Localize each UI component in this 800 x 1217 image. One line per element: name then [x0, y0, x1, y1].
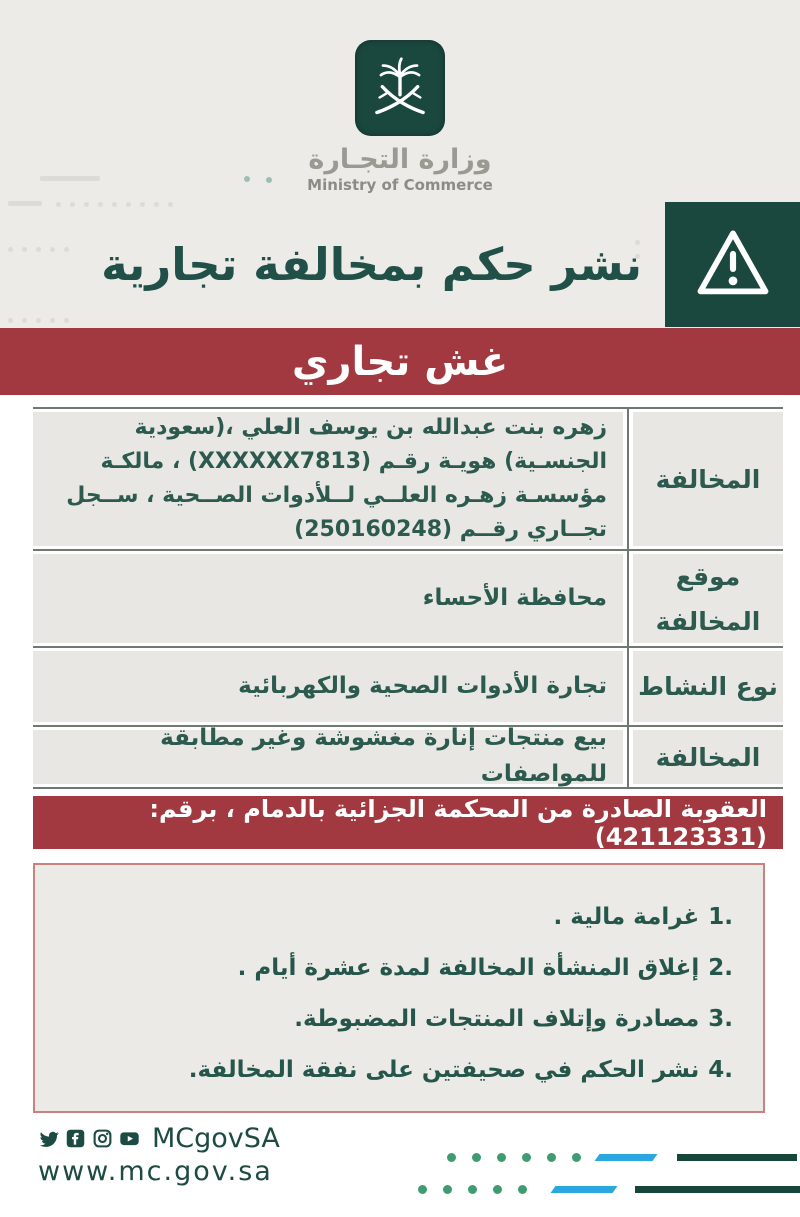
- table-row-violation: [33, 727, 783, 789]
- dots-decoration: [447, 1153, 797, 1162]
- table-row-activity: [33, 648, 783, 727]
- penalty-item: [65, 1056, 733, 1086]
- column-divider: [627, 725, 629, 789]
- fraud-type-banner: غش تجاري: [0, 328, 800, 395]
- penalty-text: مصادرة وإتلاف المنتجات المضبوطة.: [294, 1005, 700, 1032]
- social-handle: MCgovSA: [152, 1123, 280, 1154]
- headline-row: [0, 202, 800, 328]
- penalty-item: [65, 954, 733, 984]
- social-line: [0, 1123, 800, 1154]
- row-label: المخالفة: [633, 730, 783, 784]
- youtube-icon[interactable]: [119, 1128, 140, 1149]
- ministry-name-arabic: وزارة التجـارة: [308, 144, 492, 175]
- row-value: محافظة الأحساء: [33, 554, 623, 643]
- page-title: نشر حكم بمخالفة تجارية: [101, 238, 642, 292]
- penalty-item: [65, 1005, 733, 1035]
- row-label: المخالفة: [633, 412, 783, 546]
- row-label: نوع النشاط: [633, 651, 783, 722]
- twitter-icon[interactable]: [38, 1128, 59, 1149]
- facebook-icon[interactable]: [65, 1128, 86, 1149]
- penalty-number: 3.: [708, 1005, 733, 1032]
- penalty-number: 2.: [708, 954, 733, 981]
- penalty-item: [65, 903, 733, 933]
- penalty-text: إغلاق المنشأة المخالفة لمدة عشرة أيام .: [237, 954, 700, 981]
- row-value: زهره بنت عبدالله بن يوسف العلي ،(سعودية الجنسـية) هويـة رقـم (XXXXXX7813) ، مالكـة مؤسسـة زهـره العلــي لــلأدوات الصــحية ، ســجل تجــاري رقــم (250160248): [33, 412, 623, 546]
- penalties-box: [33, 863, 765, 1113]
- table-row-violator: [33, 409, 783, 551]
- penalty-number: 1.: [708, 904, 733, 930]
- penalty-banner: العقوبة الصادرة من المحكمة الجزائية بالدمام ، برقم: (421123331): [33, 796, 783, 849]
- ministry-logo: [0, 40, 800, 194]
- top-section: [0, 0, 800, 328]
- warning-triangle-icon: [665, 202, 800, 327]
- dots-decoration: [418, 1185, 800, 1194]
- penalty-text: غرامة مالية .: [553, 904, 700, 930]
- penalty-number: 4.: [708, 1056, 733, 1083]
- footer: [0, 1123, 800, 1217]
- website-link[interactable]: www.mc.gov.sa: [38, 1156, 273, 1187]
- column-divider: [627, 646, 629, 727]
- row-value: تجارة الأدوات الصحية والكهربائية: [33, 651, 623, 722]
- violation-table: [33, 407, 783, 789]
- instagram-icon[interactable]: [92, 1128, 113, 1149]
- row-value: بيع منتجات إنارة مغشوشة وغير مطابقة للمواصفات: [33, 730, 623, 784]
- row-label: موقع المخالفة: [633, 554, 783, 643]
- table-row-location: [33, 551, 783, 648]
- column-divider: [627, 549, 629, 648]
- palm-and-crossed-swords-icon: [355, 40, 445, 136]
- ministry-name-english: Ministry of Commerce: [307, 176, 493, 194]
- penalty-text: نشر الحكم في صحيفتين على نفقة المخالفة.: [188, 1056, 700, 1083]
- column-divider: [627, 407, 629, 551]
